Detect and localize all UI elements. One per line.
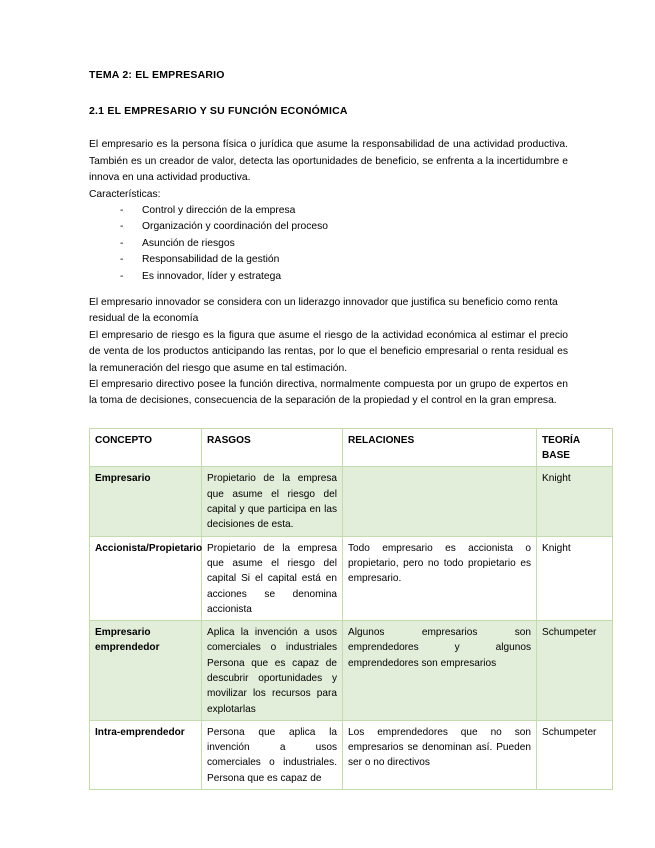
- document-body: [89, 68, 597, 790]
- cell-rasgos: Aplica la invención a usos comerciales o industriales Persona que es capaz de descubrir oportunidades y movilizar los recursos para explotarlas: [202, 621, 343, 721]
- cell-rasgos: Propietario de la empresa que asume el riesgo del capital y que participa en las decisiones de esta.: [202, 467, 343, 536]
- body-paragraph-directivo: El empresario directivo posee la función directiva, normalmente compuesta por un grupo de expertos en la toma de decisiones, consecuencia de la separación de la propiedad y el control en la gran empresa.: [89, 379, 568, 407]
- column-header-concepto: CONCEPTO: [90, 428, 202, 467]
- section-heading: 2.1 EL EMPRESARIO Y SU FUNCIÓN ECONÓMICA: [89, 105, 348, 118]
- column-header-teoria-base: TEORÍA BASE: [537, 428, 613, 467]
- spacer: [89, 285, 568, 295]
- list-item-label: Organización y coordinación del proceso: [142, 221, 329, 233]
- spacer: [89, 118, 568, 137]
- page-title: TEMA 2: EL EMPRESARIO: [89, 69, 225, 81]
- column-header-relaciones: RELACIONES: [343, 428, 537, 467]
- body-paragraph-riesgo: El empresario de riesgo es la figura que asume el riesgo de la actividad económica al estimar el precio de venta de los productos anticipando las rentas, por lo que el beneficio empresarial o renta residual es la remuneración del riesgo que asume en tal estimación.: [89, 329, 568, 374]
- table-row: [90, 621, 613, 721]
- table-row: [90, 536, 613, 620]
- cell-concepto: Empresario emprendedor: [90, 621, 202, 721]
- spacer: [89, 82, 568, 104]
- cell-concepto: Accionista/Propietario: [90, 536, 202, 620]
- dash-marker: -: [120, 221, 124, 233]
- table-row: [90, 720, 613, 789]
- list-item-label: Control y dirección de la empresa: [142, 204, 296, 216]
- list-item: [89, 219, 568, 235]
- cell-teoria-base: Knight: [537, 536, 613, 620]
- list-item-label: Es innovador, líder y estratega: [142, 270, 282, 282]
- dash-marker: -: [120, 204, 124, 216]
- body-paragraph-innovador: El empresario innovador se considera con un liderazgo innovador que justifica su beneficio como renta residual de la economía: [89, 297, 558, 325]
- cell-teoria-base: Schumpeter: [537, 720, 613, 789]
- table-row: [90, 467, 613, 536]
- cell-relaciones: Los emprendedores que no son empresarios se denominan así. Pueden ser o no directivos: [343, 720, 537, 789]
- list-item-label: Responsabilidad de la gestión: [142, 254, 280, 266]
- cell-rasgos: Propietario de la empresa que asume el riesgo del capital Si el capital está en acciones se denomina accionista: [202, 536, 343, 620]
- list-item: [89, 203, 568, 219]
- list-item-label: Asunción de riesgos: [142, 237, 235, 249]
- dash-marker: -: [120, 270, 124, 282]
- concept-table: [89, 428, 613, 790]
- intro-paragraph: El empresario es la persona física o jurídica que asume la responsabilidad de una actividad productiva. También es un creador de valor, detecta las oportunidades de beneficio, se enfrenta a la incertidumbre e innova en una actividad productiva.: [89, 139, 568, 184]
- table-header-row: [90, 428, 613, 467]
- cell-relaciones: Algunos empresarios son emprendedores y algunos emprendedores son empresarios: [343, 621, 537, 721]
- list-item: [89, 269, 568, 285]
- cell-relaciones: [343, 467, 537, 536]
- list-item: [89, 252, 568, 268]
- dash-marker: -: [120, 237, 124, 249]
- list-item: [89, 236, 568, 252]
- cell-concepto: Empresario: [90, 467, 202, 536]
- dash-marker: -: [120, 254, 124, 266]
- cell-relaciones: Todo empresario es accionista o propietario, pero no todo propietario es empresario.: [343, 536, 537, 620]
- column-header-rasgos: RASGOS: [202, 428, 343, 467]
- characteristics-label: Características:: [89, 188, 161, 200]
- characteristics-list: [89, 203, 568, 285]
- cell-concepto: Intra-emprendedor: [90, 720, 202, 789]
- cell-rasgos: Persona que aplica la invención a usos comerciales o industriales. Persona que es capaz de: [202, 720, 343, 789]
- cell-teoria-base: Knight: [537, 467, 613, 536]
- cell-teoria-base: Schumpeter: [537, 621, 613, 721]
